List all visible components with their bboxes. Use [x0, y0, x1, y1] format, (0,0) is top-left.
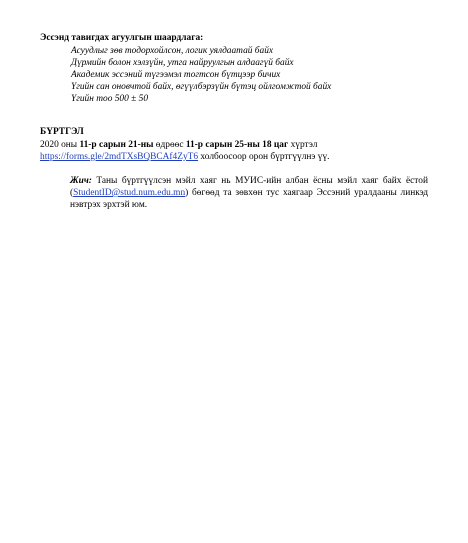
- registration-from: өдрөөс: [153, 140, 186, 150]
- registration-heading: БҮРТГЭЛ: [40, 127, 84, 137]
- requirement-item: Дүрмийн болон хэлзүйн, утга найруулгын алдаагүй байх: [71, 58, 294, 68]
- registration-until: хүртэл: [288, 140, 318, 150]
- registration-form-link[interactable]: https://forms.gle/2mdTXsBQBCAf4ZyT6: [40, 152, 199, 162]
- note-text-1: Таны бүртгүүлсэн мэйл хаяг нь МУИС-ийн албан ёсны мэйл хаяг байх ёстой (: [70, 176, 428, 198]
- registration-paragraph: [40, 139, 420, 163]
- requirement-item: Академик эссэний түгээмэл тогтсон бүтцээр бичих: [71, 70, 281, 80]
- requirement-item: Үгийн тоо 500 ± 50: [71, 94, 149, 104]
- requirement-item: Үгийн сан оновчтой байх, өгүүлбэрзүйн бүтэц ойлгомжтой байх: [71, 82, 332, 92]
- requirements-heading: Эссэнд тавигдах агуулгын шаардлага:: [40, 33, 204, 43]
- note-paragraph: [70, 175, 428, 211]
- student-email-link[interactable]: StudentID@stud.num.edu.mn: [73, 188, 186, 198]
- requirements-list: [71, 45, 331, 105]
- registration-end-date: 11-р сарын 25-ны 18 цаг: [185, 140, 289, 150]
- note-label: Жич:: [70, 176, 92, 186]
- registration-start-date: 11-р сарын 21-ны: [79, 140, 154, 150]
- requirement-item: Асуудлыг зөв тодорхойлсон, логик уялдаатай байх: [71, 46, 274, 56]
- registration-year: 2020 оны: [40, 140, 80, 150]
- registration-instruction: холбоосоор орон бүртгүүлнэ үү.: [198, 152, 330, 162]
- note-text-2: ) бөгөөд та зөвхөн тус хаягаар Эссэний уралдааны линкэд нэвтрэх эрхтэй юм.: [70, 188, 428, 210]
